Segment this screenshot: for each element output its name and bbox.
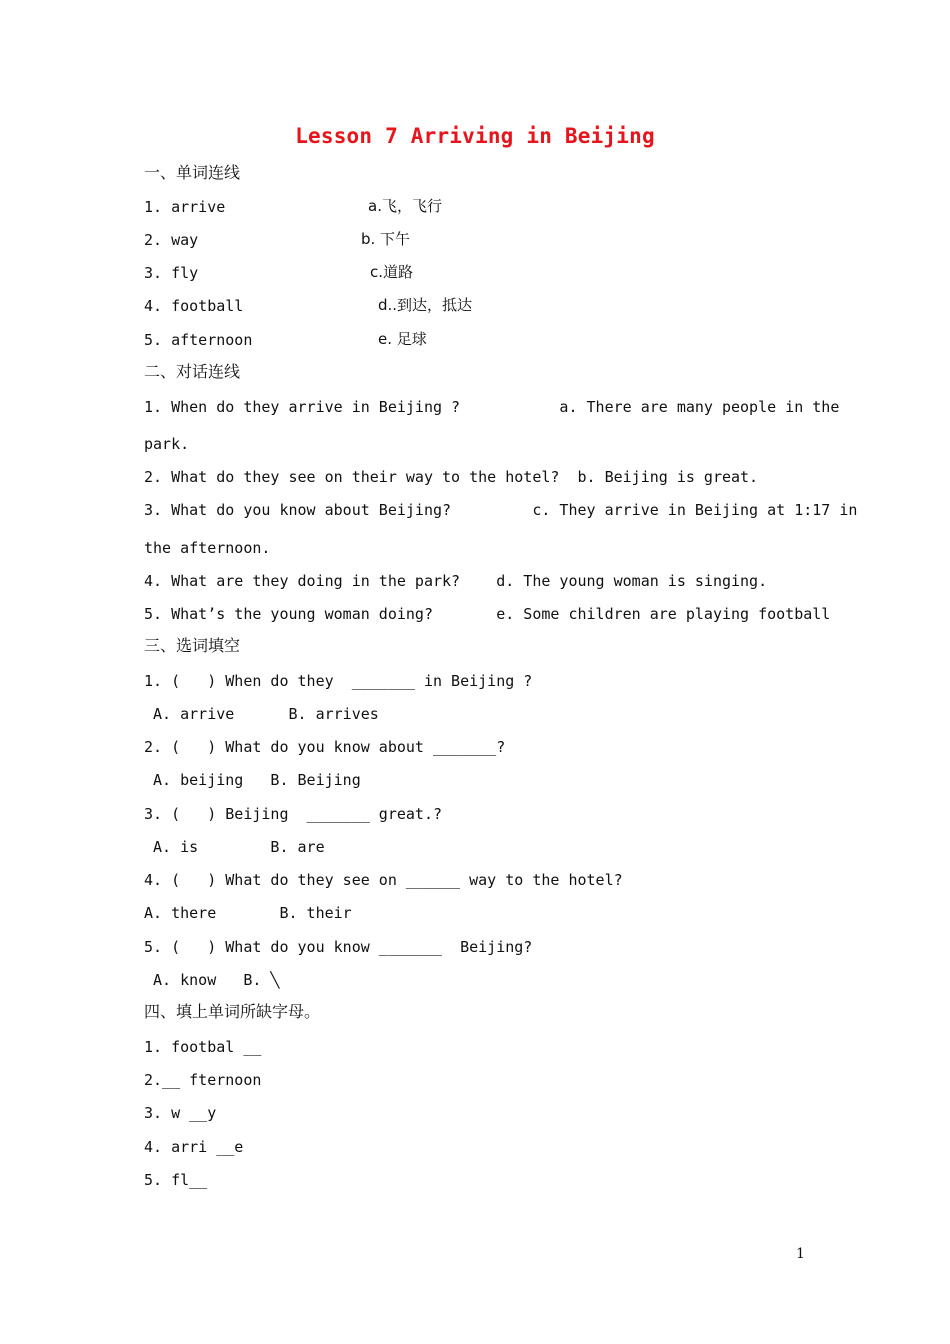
section4-item-3: 3. w __y	[144, 1104, 217, 1122]
section4-item-2: 2.__ fternoon	[144, 1071, 262, 1089]
section3-question-1: 1. ( ) When do they _______ in Beijing ?	[144, 672, 533, 690]
page-number: 1	[796, 1246, 805, 1262]
section3-question-2: 2. ( ) What do you know about _______?	[144, 738, 506, 756]
section2-item-1-line2: park.	[144, 435, 190, 453]
section1-left-4: 4. football	[144, 297, 244, 315]
section1-right-5: e. 足球	[378, 330, 427, 348]
section2-heading: 二、对话连线	[144, 362, 241, 381]
section4-heading: 四、填上单词所缺字母。	[144, 1002, 321, 1021]
section2-item-2: 2. What do they see on their way to the hotel? b. Beijing is great.	[144, 468, 759, 486]
section1-right-2: b. 下午	[361, 230, 411, 248]
section4-item-1: 1. footbal __	[144, 1038, 262, 1056]
section3-question-3: 3. ( ) Beijing _______ great.?	[144, 805, 443, 823]
section2-item-3-line1: 3. What do you know about Beijing? c. They arrive in Beijing at 1:17 in	[144, 501, 858, 519]
section1-left-3: 3. fly	[144, 264, 199, 282]
section2-item-1-line1: 1. When do they arrive in Beijing ? a. There are many people in the	[144, 398, 840, 416]
section1-right-1: a.飞，飞行	[368, 197, 442, 215]
section2-item-3-line2: the afternoon.	[144, 539, 271, 557]
section3-options-2: A. beijing B. Beijing	[144, 771, 361, 789]
section2-item-4: 4. What are they doing in the park? d. The young woman is singing.	[144, 572, 768, 590]
section3-options-1: A. arrive B. arrives	[144, 705, 379, 723]
section3-options-5: A. know B. ╲	[144, 971, 280, 989]
page-title: Lesson 7 Arriving in Beijing	[295, 124, 655, 148]
section3-question-5: 5. ( ) What do you know _______ Beijing?	[144, 938, 533, 956]
section1-left-5: 5. afternoon	[144, 331, 253, 349]
section1-left-2: 2. way	[144, 231, 199, 249]
section3-question-4: 4. ( ) What do they see on ______ way to the hotel?	[144, 871, 623, 889]
section4-item-5: 5. fl__	[144, 1171, 208, 1189]
section1-left-1: 1. arrive	[144, 198, 226, 216]
section3-options-4: A. there B. their	[144, 904, 352, 922]
section1-right-3: c.道路	[370, 263, 414, 281]
section1-right-4: d..到达，抵达	[378, 296, 473, 314]
section2-item-5: 5. What’s the young woman doing? e. Some children are playing football	[144, 605, 831, 623]
section3-heading: 三、选词填空	[144, 636, 241, 655]
section3-options-3: A. is B. are	[144, 838, 325, 856]
section1-heading: 一、单词连线	[144, 163, 241, 182]
section4-item-4: 4. arri __e	[144, 1138, 244, 1156]
